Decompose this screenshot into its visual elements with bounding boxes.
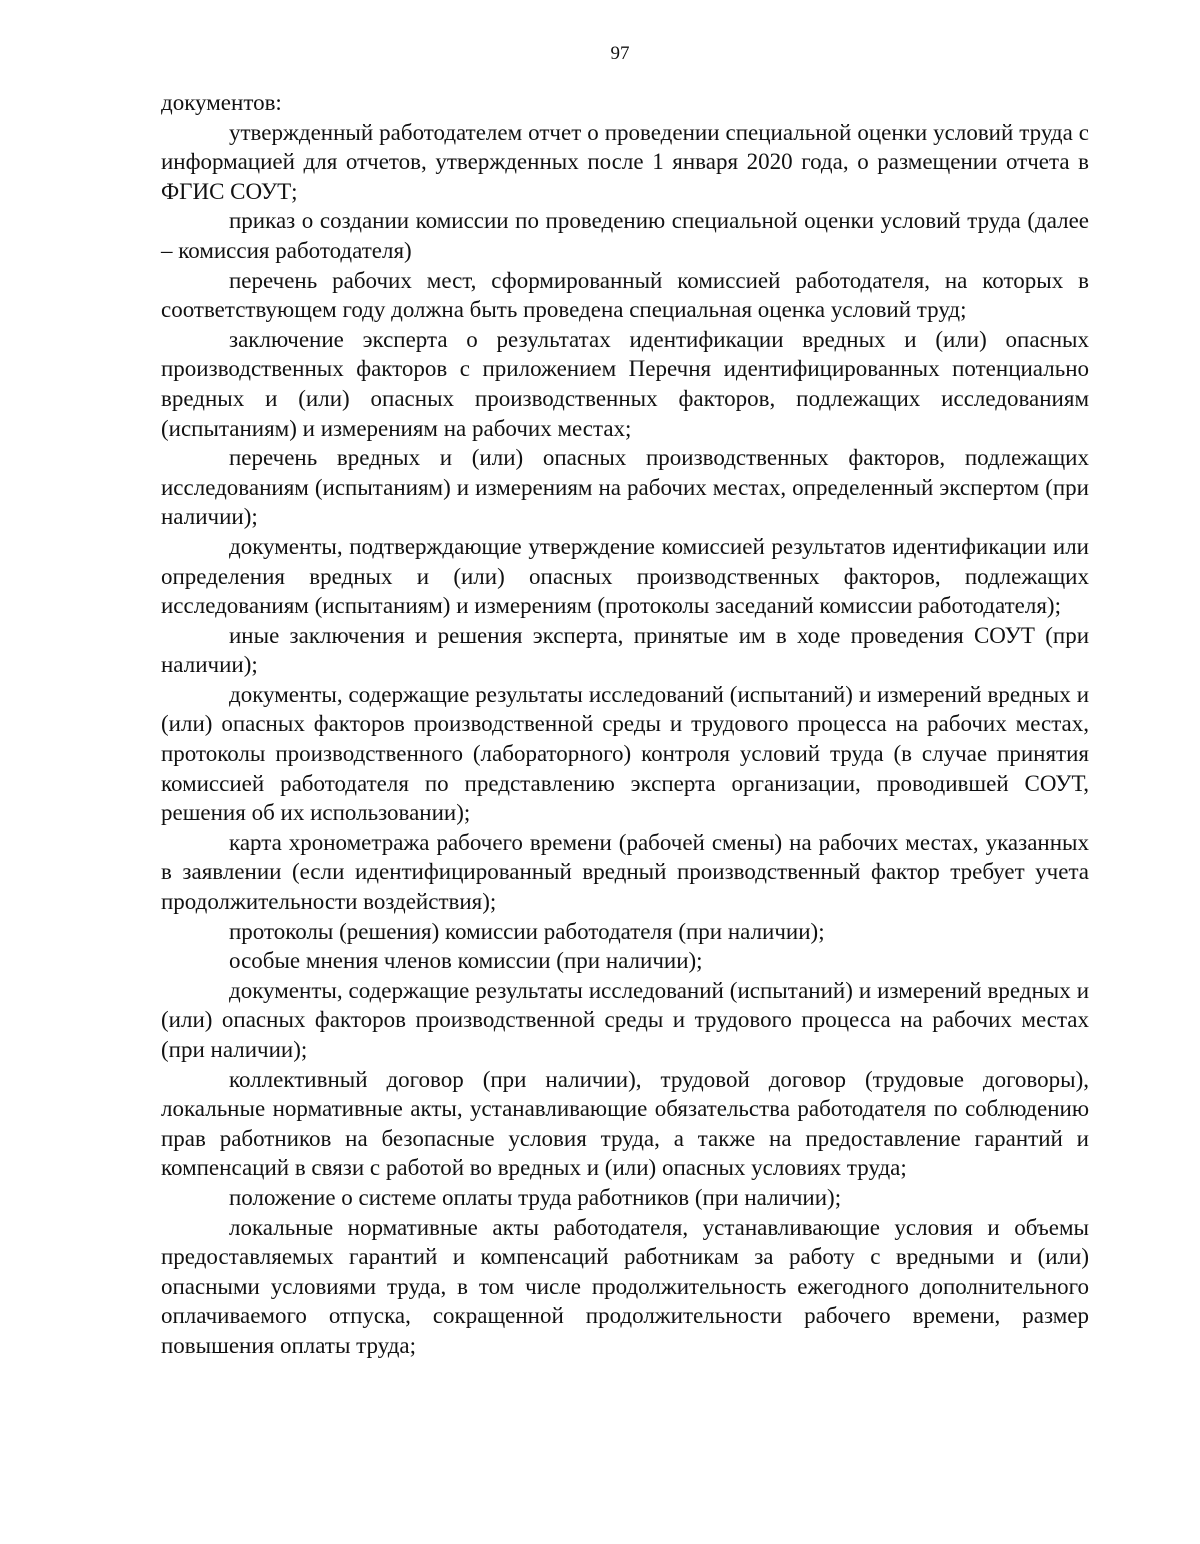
paragraph-commission-protocols: протоколы (решения) комиссии работодателя (при наличии);: [229, 918, 825, 944]
paragraph-confirmation-documents: документы, подтверждающие утверждение комиссией результатов идентификации или определения вредных и (или) опасных производственных факторов, подлежащих исследованиям (испытаниям) и измерениям (протоколы заседаний комиссии работодателя);: [161, 533, 1089, 619]
paragraph-other-conclusions: иные заключения и решения эксперта, принятые им в ходе проведения СОУТ (при наличии);: [161, 622, 1089, 678]
paragraph-payment-system: положение о системе оплаты труда работников (при наличии);: [229, 1184, 842, 1210]
paragraph-local-regulations: локальные нормативные акты работодателя, устанавливающие условия и объемы предоставляемых гарантий и компенсаций работникам за работу с вредными и (или) опасными условиями труда, в том числе продолжительность ежегодного дополнительного оплачиваемого отпуска, сокращенной продолжительности рабочего времени, размер повышения оплаты труда;: [161, 1214, 1089, 1358]
paragraph-special-opinions: особые мнения членов комиссии (при наличии);: [229, 948, 703, 974]
paragraph-research-results: документы, содержащие результаты исследований (испытаний) и измерений вредных и (или) опасных факторов производственной среды и трудового процесса на рабочих местах, протоколы производственного (лабораторного) контроля условий труда (в случае принятия комиссией работодателя по представлению эксперта организации, проводившей СОУТ, решения об их использовании);: [161, 681, 1089, 826]
paragraph-workplace-list: перечень рабочих мест, сформированный комиссией работодателя, на которых в соответствующем году должна быть проведена специальная оценка условий труд;: [161, 267, 1089, 323]
paragraph-research-results-2: документы, содержащие результаты исследований (испытаний) и измерений вредных и (или) опасных факторов производственной среды и трудового процесса на рабочих местах (при наличии);: [161, 977, 1089, 1062]
paragraph-documents-heading: документов:: [161, 90, 282, 115]
paragraph-timing-map: карта хронометража рабочего времени (рабочей смены) на рабочих местах, указанных в заявлении (если идентифицированный вредный производственный фактор требует учета продолжительности воздействия);: [161, 829, 1089, 915]
paragraph-factor-list: перечень вредных и (или) опасных производственных факторов, подлежащих исследованиям (испытаниям) и измерениям на рабочих местах, определенный экспертом (при наличии);: [161, 445, 1089, 530]
paragraph-report: утвержденный работодателем отчет о проведении специальной оценки условий труда с информацией для отчетов, утвержденных после 1 января 2020 года, о размещении отчета в ФГИС СОУТ;: [161, 119, 1089, 204]
paragraph-expert-conclusion: заключение эксперта о результатах идентификации вредных и (или) опасных производственных факторов с приложением Перечня идентифицированных потенциально вредных и (или) опасных производственных факторов, подлежащих исследованиям (испытаниям) и измерениям на рабочих местах;: [161, 326, 1089, 441]
page-number: 97: [610, 43, 630, 64]
document-body: [161, 88, 1089, 1361]
paragraph-commission-order: приказ о создании комиссии по проведению специальной оценки условий труда (далее – комиссия работодателя): [161, 208, 1089, 263]
paragraph-collective-agreement: коллективный договор (при наличии), трудовой договор (трудовые договоры), локальные нормативные акты, устанавливающие обязательства работодателя по соблюдению прав работников на безопасные условия труда, а также на предоставление гарантий и компенсаций в связи с работой во вредных и (или) опасных условиях труда;: [161, 1066, 1089, 1181]
